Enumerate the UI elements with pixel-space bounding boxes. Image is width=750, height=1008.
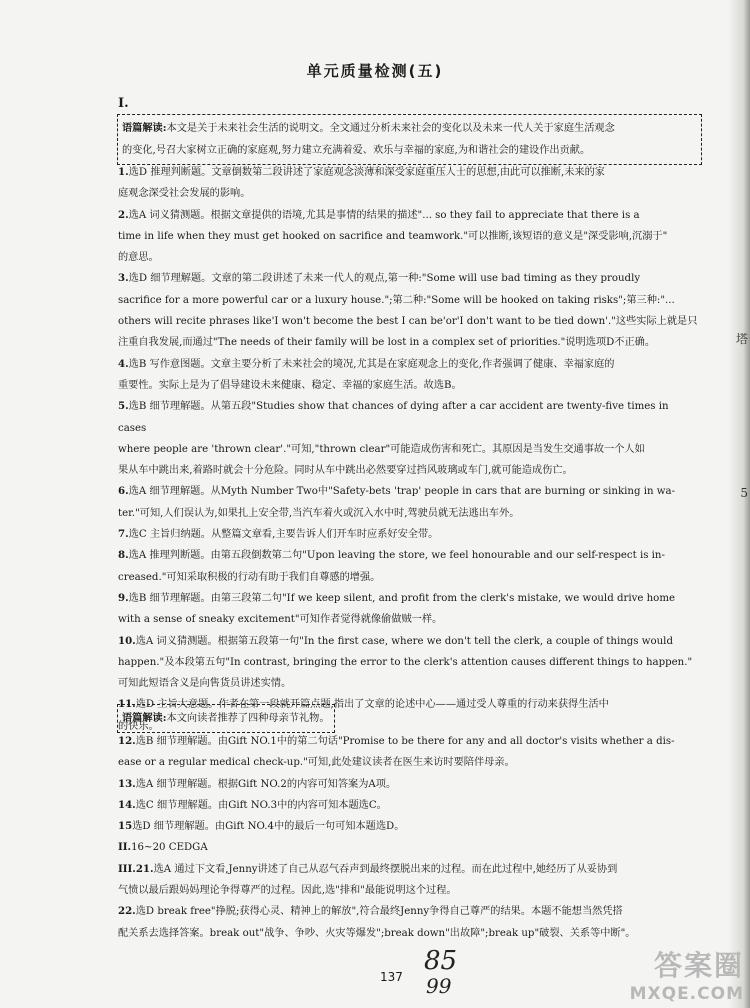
answer-item-12: 12.选B 细节理解题。由Gift NO.1中的第二句话"Promise to be there for any and all doctor's visits whether a dis- ease or a regular medical check-up."可知,此处建议读者在医生来访时要陪伴母亲。	[118, 735, 675, 769]
section-2-answers: II.16~20 CEDGA	[118, 841, 208, 854]
answer-item-11: 11.选D 主旨大意题。作者在第一段就开篇点题,指出了文章的论述中心——通过受人尊重的行动来获得生活中 的快乐。	[118, 698, 609, 732]
answer-item-15: 15选D 细节理解题。由Gift NO.4中的最后一句可知本题选D。	[118, 820, 405, 833]
page-edge-shadow	[728, 0, 750, 1008]
watermark-cn: 答案圈	[653, 949, 744, 982]
answer-item-2: 2.选A 词义猜测题。根据文章提供的语境,尤其是事情的结果的描述"... so they fail to appreciate that there is a time in life when they must get hooked on sacrifice and teamwork."可以推断,该短语的意义是"深受影响,沉溺于" 的意思。	[118, 208, 668, 264]
edge-char: 5	[740, 486, 748, 500]
reading-summary-box-1	[117, 114, 702, 165]
watermark	[630, 944, 744, 1004]
box-text: 的变化,号召大家树立正确的家庭观,努力建立充满着爱、欢乐与幸福的家庭,为和谐社会的建设作出贡献。	[122, 145, 591, 156]
answer-item-4: 4.选B 写作意图题。文章主要分析了未来社会的境况,尤其是在家庭观念上的变化,作者强调了健康、幸福家庭的 重要性。实际上是为了倡导建设未来健康、稳定、幸福的家庭生活。故选B。	[118, 357, 615, 391]
section-label-1: I.	[118, 96, 129, 111]
box-label: 语篇解读:	[122, 122, 167, 134]
answer-item-1: 1.选D 推理判断题。文章倒数第二段讲述了家庭观念淡薄和深受家庭重压人士的思想,由此可以推断,未来的家 庭观念深受社会发展的影响。	[118, 166, 605, 200]
answer-item-5: 5.选B 细节理解题。从第五段"Studies show that chances of dying after a car accident are twenty-five times in cases where people are 'thrown clear'."可知,"thrown clear"可能造成伤害和死亡。其原因是当发生交通事故一个人如 果从车中跳出来,着路时就会十分危险。同时从车中跳出必然要穿过挡风玻璃或车门,就可能造成伤亡。	[118, 400, 669, 477]
answer-item-10: 10.选A 词义猜测题。根据第五段第一句"In the first case, where we don't tell the clerk, a couple of things would happen."及本段第五句"In contrast, bringing the error to the clerk's attention causes different things to happen." 可知此短语含义是向售货员讲述实情。	[118, 634, 693, 690]
answer-item-13: 13.选A 细节理解题。根据Gift NO.2的内容可知答案为A项。	[118, 777, 397, 790]
answer-item-7: 7.选C 主旨归纳题。从整篇文章看,主要告诉人们开车时应系好安全带。	[118, 528, 439, 541]
answers-group-a	[118, 162, 700, 737]
answer-item-8: 8.选A 推理判断题。由第五段倒数第二句"Upon leaving the store, we feel honourable and our self-respect is in- creased."可知采取积极的行动有助于我们自尊感的增强。	[118, 549, 665, 583]
answer-item-22: 22.选D break free"挣脱;获得心灵、精神上的解放",符合最终Jenny争得自己尊严的结果。本题不能想当然凭搭 配关系去选择答案。break out"战争、争吵、火灾等爆发";break down"出故障";break up"破裂、关系等中断"。	[118, 905, 636, 939]
answers-group-b	[118, 731, 700, 944]
box-text: 本文是关于未来社会生活的说明文。全文通过分析未来社会的变化以及未来一代人关于家庭生活观念	[166, 123, 615, 134]
box-label: 语篇解读:	[122, 712, 167, 724]
handwritten-mark: 99	[426, 974, 452, 998]
page-number: 137	[380, 970, 403, 984]
answer-item-14: 14.选C 细节理解题。由Gift NO.3中的内容可知本题选C。	[118, 798, 387, 811]
edge-char: 塔	[735, 332, 748, 346]
handwritten-mark: 85	[424, 946, 458, 976]
page-title: 单元质量检测(五)	[306, 62, 444, 80]
answer-item-9: 9.选B 细节理解题。由第三段第二句"If we keep silent, and profit from the clerk's mistake, we would drive home with a sense of sneaky excitement"可知作者觉得就像偷做贼一样。	[118, 591, 676, 626]
answer-item-3: 3.选D 细节理解题。文章的第二段讲述了未来一代人的观点,第一种:"Some will use bad timing as they proudly sacrifice for a more powerful car or a luxury house.";第二种:"Some will be hooked on taking risks";第三种:"... others will recite phrases like'I won't become the best I can be'or'I don't want to be tied down'."这些实际上就是只 注重自我发展,而通过"The needs of their family will be lost in a complex set of priorities."说明选项D不正确。	[118, 272, 698, 349]
watermark-en: MXQE.COM	[629, 984, 744, 1004]
reading-summary-box-2	[117, 704, 335, 733]
box-text: 本文向读者推荐了四种母亲节礼物。	[166, 713, 330, 724]
answer-item-6: 6.选A 细节理解题。从Myth Number Two中"Safety-bets 'trap' people in cars that are burning or sinking in wa- ter."可知,人们误认为,如果扎上安全带,当汽车着火或沉入水中时,驾驶员就无法逃出车外。	[118, 485, 676, 519]
answer-item-21: III.21.选A 通过下文看,Jenny讲述了自己从忍气吞声到最终摆脱出来的过程。而在此过程中,她经历了从妥协到 气愤以最后跟妈妈理论争得尊严的过程。因此,选"排和"最能说明这个过程。	[118, 862, 618, 897]
